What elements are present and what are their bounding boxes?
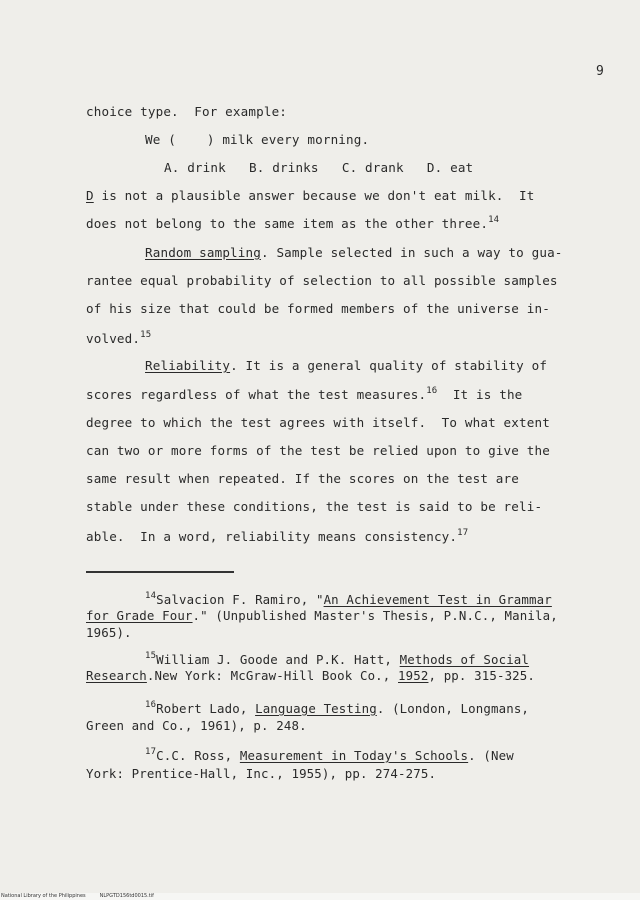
term-random-sampling: Random sampling (145, 245, 261, 260)
footnote-year: 1952 (398, 668, 429, 683)
body-line-16 (86, 528, 468, 544)
scan-footer (0, 893, 640, 900)
body-line-11 (86, 386, 522, 402)
footnote-16-line-2: Green and Co., 1961), p. 248. (86, 718, 307, 733)
scan-reference: NLPGTD156td0015.tif (99, 893, 154, 899)
footnote-16-line-1 (145, 700, 529, 716)
page-number: 9 (596, 64, 604, 79)
body-line-10 (145, 358, 547, 373)
body-line-4 (86, 188, 534, 203)
footnote-title: Methods of Social (399, 652, 530, 667)
footnote-text: William J. Goode and P.K. Hatt, (156, 652, 400, 667)
footnote-ref-15: 15 (140, 330, 152, 340)
footnote-text: ." (Unpublished Master's Thesis, P.N.C., Manila, (192, 608, 558, 623)
body-text: . Sample selected in such a way to gua- (260, 245, 563, 260)
footnote-number: 15 (145, 651, 157, 661)
footnote-number: 17 (145, 747, 157, 757)
library-name: National Library of the Philippines (1, 893, 86, 899)
body-line-13: can two or more forms of the test be relied upon to give the (86, 443, 550, 458)
footnote-14-line-3: 1965). (86, 625, 132, 640)
body-text: . It is a general quality of stability of (230, 358, 548, 373)
footnote-17-line-1 (145, 747, 514, 763)
body-text: scores regardless of what the test measures. (86, 387, 427, 402)
body-line-5 (86, 215, 499, 231)
body-line-15: stable under these conditions, the test is said to be reli- (86, 499, 543, 514)
body-text: It is the (437, 387, 523, 402)
footnote-ref-16: 16 (426, 386, 438, 396)
body-line-12: degree to which the test agrees with itself. To what extent (86, 415, 550, 430)
footnote-divider (86, 571, 234, 573)
footnote-ref-17: 17 (457, 528, 469, 538)
body-line-6 (145, 245, 563, 260)
footnote-title: Language Testing (255, 701, 377, 716)
footnote-title: for Grade Four (86, 608, 193, 623)
footnote-14-line-1 (145, 591, 552, 607)
answer-choices: A. drink B. drinks C. drank D. eat (164, 160, 474, 175)
footnote-title: An Achievement Test in Grammar (323, 592, 552, 607)
body-text: volved. (86, 331, 141, 346)
footnote-text: , pp. 315-325. (428, 668, 536, 683)
example-sentence: We ( ) milk every morning. (145, 132, 370, 147)
footnote-title: Research (86, 668, 147, 683)
footnote-text: Robert Lado, (156, 701, 256, 716)
footnote-text: .New York: McGraw-Hill Book Co., (146, 668, 399, 683)
footnote-text: C.C. Ross, (156, 748, 240, 763)
footnote-ref-14: 14 (488, 215, 500, 225)
footnote-text: Salvacion F. Ramiro, " (156, 592, 324, 607)
footnote-14-line-2 (86, 608, 558, 623)
footnote-15-line-1 (145, 651, 529, 667)
footnote-17-line-2: York: Prentice-Hall, Inc., 1955), pp. 274-275. (86, 766, 437, 781)
footnote-15-line-2 (86, 668, 535, 683)
body-line-1: choice type. For example: (86, 104, 288, 119)
footnote-number: 14 (145, 591, 157, 601)
term-reliability: Reliability (145, 358, 231, 373)
footnote-text: . (New (468, 748, 514, 763)
footnote-title: Measurement in Today's Schools (239, 748, 469, 763)
body-line-14: same result when repeated. If the scores on the test are (86, 471, 519, 486)
body-line-8: of his size that could be formed members of the universe in- (86, 301, 550, 316)
body-text: does not belong to the same item as the other three. (86, 216, 489, 231)
footnote-text: . (London, Longmans, (376, 701, 530, 716)
option-d-label: D (86, 188, 94, 203)
body-line-9 (86, 330, 151, 346)
body-text: able. In a word, reliability means consistency. (86, 529, 458, 544)
body-text: is not a plausible answer because we don't eat milk. It (93, 188, 535, 203)
body-line-7: rantee equal probability of selection to all possible samples (86, 273, 558, 288)
footnote-number: 16 (145, 700, 157, 710)
